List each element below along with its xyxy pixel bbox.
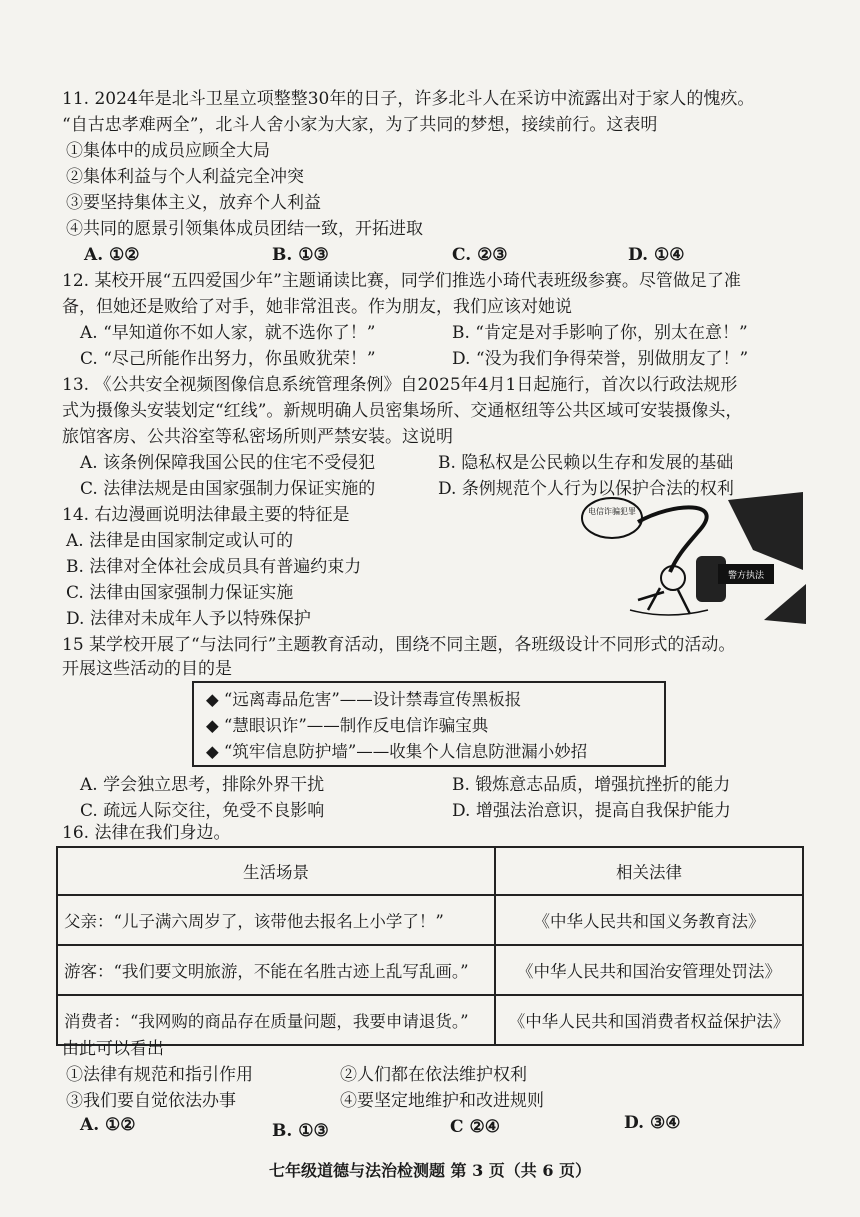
q16-option-a: A. ①②: [80, 1115, 136, 1135]
q14-stem: 14. 右边漫画说明法律最主要的特征是: [62, 505, 350, 525]
table-row: [57, 895, 803, 945]
q13-option-a: A. 该条例保障我国公民的住宅不受侵犯: [80, 453, 376, 473]
q12-option-c: C. “尽己所能作出努力，你虽败犹荣！”: [80, 349, 376, 369]
law-enforcement-cartoon: [578, 492, 806, 624]
q11-item-4: ④共同的愿景引领集体成员团结一致，开拓进取: [66, 219, 423, 239]
q16-option-d: D. ③④: [624, 1113, 681, 1133]
q13-option-b: B. 隐私权是公民赖以生存和发展的基础: [438, 453, 734, 473]
cartoon-badge-text: 警方执法: [727, 571, 765, 581]
q11-item-1: ①集体中的成员应顾全大局: [66, 141, 270, 161]
q13-option-d: D. 条例规范个人行为以保护合法的权利: [438, 479, 734, 499]
scene-cell: 父亲：“儿子满六周岁了，该带他去报名上小学了！”: [57, 895, 495, 945]
q11-stem-line2: “自古忠孝难两全”，北斗人舍小家为大家，为了共同的梦想，接续前行。这表明: [62, 115, 658, 135]
q13-stem-line2: 式为摄像头安装划定“红线”。新规明确人员密集场所、交通枢纽等公共区域可安装摄像头，: [62, 401, 743, 421]
law-cell: 《中华人民共和国消费者权益保护法》: [495, 995, 803, 1045]
law-cell: 《中华人民共和国义务教育法》: [495, 895, 803, 945]
q16-item-4: ④要坚定地维护和改进规则: [340, 1091, 544, 1111]
q15-option-c: C. 疏远人际交往，免受不良影响: [80, 801, 325, 821]
table-row: [57, 995, 803, 1045]
q11-item-2: ②集体利益与个人利益完全冲突: [66, 167, 304, 187]
q15-stem-line1: 15 某学校开展了“与法同行”主题教育活动，围绕不同主题，各班级设计不同形式的活动。: [62, 635, 736, 655]
q11-item-3: ③要坚持集体主义，放弃个人利益: [66, 193, 321, 213]
q15-activity-2: ◆ “慧眼识诈”——制作反电信诈骗宝典: [206, 716, 489, 735]
q14-option-b: B. 法律对全体社会成员具有普遍约束力: [66, 557, 362, 577]
q11-stem-line1: 11. 2024年是北斗卫星立项整整30年的日子，许多北斗人在采访中流露出对于家人的愧疚。: [62, 89, 755, 109]
q14-option-d: D. 法律对未成年人予以特殊保护: [66, 609, 311, 629]
q11-option-d: D. ①④: [628, 245, 685, 265]
q15-option-a: A. 学会独立思考，排除外界干扰: [80, 775, 325, 795]
q11-option-c: C. ②③: [452, 245, 508, 265]
q16-after-text: 由此可以看出: [62, 1039, 164, 1059]
q12-option-b: B. “肯定是对手影响了你，别太在意！”: [452, 323, 748, 343]
q14-option-c: C. 法律由国家强制力保证实施: [66, 583, 294, 603]
cartoon-sign-text: 电信诈骗犯罪: [588, 507, 636, 516]
q13-stem-line1: 13. 《公共安全视频图像信息系统管理条例》自2025年4月1日起施行，首次以行政法规形: [62, 375, 738, 395]
q16-stem: 16. 法律在我们身边。: [62, 823, 231, 843]
q15-activity-1: ◆ “远离毒品危害”——设计禁毒宣传黑板报: [206, 690, 522, 709]
q12-option-d: D. “没为我们争得荣誉，别做朋友了！”: [452, 349, 749, 369]
q13-option-c: C. 法律法规是由国家强制力保证实施的: [80, 479, 376, 499]
law-cell: 《中华人民共和国治安管理处罚法》: [495, 945, 803, 995]
q14-option-a: A. 法律是由国家制定或认可的: [66, 531, 294, 551]
q12-stem-line2: 备，但她还是败给了对手，她非常沮丧。作为朋友，我们应该对她说: [62, 297, 572, 317]
q11-option-a: A. ①②: [84, 245, 140, 265]
page-footer: 七年级道德与法治检测题 第 3 页（共 6 页）: [268, 1161, 592, 1180]
q16-item-1: ①法律有规范和指引作用: [66, 1065, 253, 1085]
q15-activity-box: [192, 681, 666, 767]
scene-cell: 游客：“我们要文明旅游，不能在名胜古迹上乱写乱画。”: [57, 945, 495, 995]
q16-item-2: ②人们都在依法维护权利: [340, 1065, 527, 1085]
q15-option-b: B. 锻炼意志品质，增强抗挫折的能力: [452, 775, 731, 795]
q11-option-b: B. ①③: [272, 245, 329, 265]
header-scene: 生活场景: [57, 847, 495, 895]
q16-item-3: ③我们要自觉依法办事: [66, 1091, 236, 1111]
table-header-row: [57, 847, 803, 895]
q16-option-b: B. ①③: [272, 1121, 329, 1141]
q15-option-d: D. 增强法治意识，提高自我保护能力: [452, 801, 731, 821]
q15-activity-3: ◆ “筑牢信息防护墙”——收集个人信息防泄漏小妙招: [206, 742, 588, 761]
q16-law-table: [56, 846, 804, 1046]
q16-option-c: C ②④: [450, 1117, 500, 1137]
q13-stem-line3: 旅馆客房、公共浴室等私密场所则严禁安装。这说明: [62, 427, 453, 447]
scene-cell: 消费者：“我网购的商品存在质量问题，我要申请退货。”: [57, 995, 495, 1045]
q12-stem-line1: 12. 某校开展“五四爱国少年”主题诵读比赛，同学们推选小琦代表班级参赛。尽管做足了准: [62, 271, 741, 291]
q12-option-a: A. “早知道你不如人家，就不选你了！”: [80, 323, 376, 343]
q15-stem-line2: 开展这些活动的目的是: [62, 659, 232, 679]
header-law: 相关法律: [495, 847, 803, 895]
table-row: [57, 945, 803, 995]
